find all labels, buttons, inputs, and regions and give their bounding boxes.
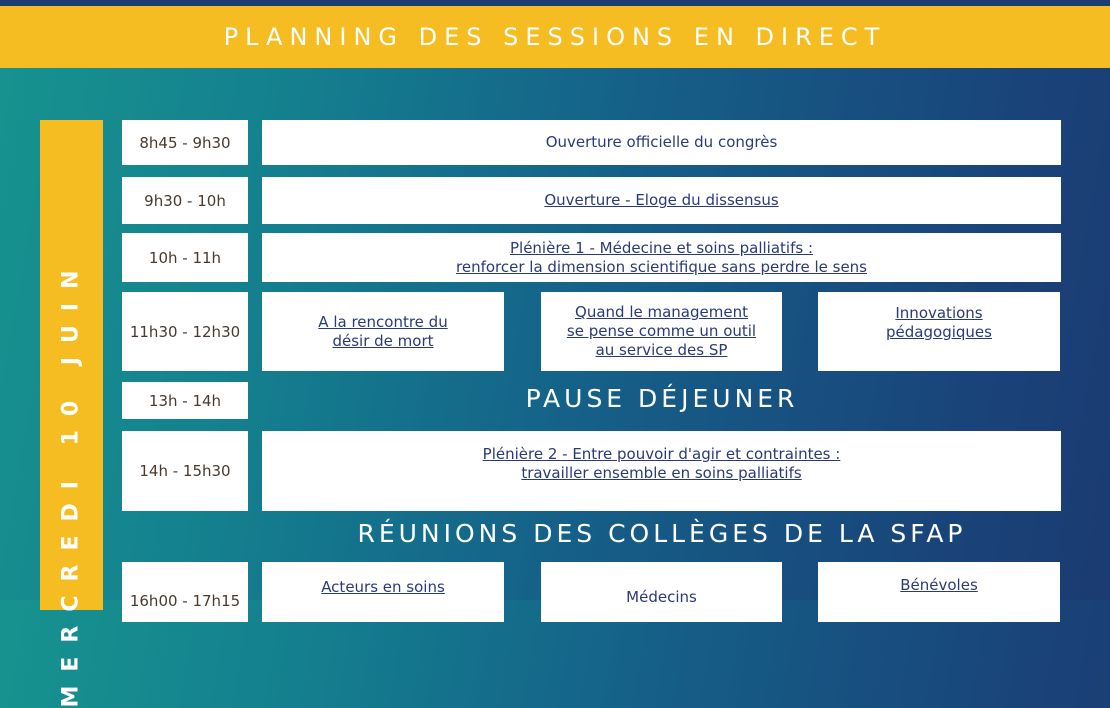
session-link[interactable]: Bénévoles [900, 576, 978, 594]
time-slot: 11h30 - 12h30 [122, 292, 248, 371]
session-link-line2[interactable]: travailler ensemble en soins palliatifs [521, 463, 802, 482]
time-slot: 9h30 - 10h [122, 177, 248, 224]
session-eloge-dissensus[interactable] [262, 177, 1061, 224]
day-bar [40, 120, 103, 708]
header-banner [0, 6, 1110, 68]
colleges-meetings-heading: RÉUNIONS DES COLLÈGES DE LA SFAP [357, 519, 967, 548]
session-link-line2[interactable]: pédagogiques [886, 322, 992, 341]
time-slot: 10h - 11h [122, 233, 248, 282]
page-title: PLANNING DES SESSIONS EN DIRECT [223, 23, 887, 51]
session-desir-de-mort[interactable] [262, 292, 504, 371]
session-pleniere-1[interactable] [262, 233, 1061, 282]
session-link-line1[interactable]: Innovations [895, 304, 983, 322]
session-link[interactable]: Acteurs en soins [321, 578, 445, 596]
session-link-line1[interactable]: Plénière 1 - Médecine et soins palliatifs : [509, 238, 813, 257]
session-link-line2[interactable]: renforcer la dimension scientifique sans perdre le sens [456, 257, 867, 276]
lunch-break-label: PAUSE DÉJEUNER [525, 384, 799, 413]
session-college-acteurs[interactable] [262, 562, 504, 622]
session-innovations[interactable] [818, 292, 1060, 371]
session-link-line1[interactable]: A la rencontre du [318, 312, 448, 331]
session-pleniere-2[interactable] [262, 431, 1061, 511]
session-link-line2[interactable]: se pense comme un outil [566, 322, 757, 341]
session-link-line3[interactable]: au service des SP [595, 340, 728, 359]
time-slot: 13h - 14h [122, 382, 248, 419]
time-slot: 16h00 - 17h15 [122, 562, 248, 622]
session-title: Ouverture officielle du congrès [545, 133, 778, 152]
session-link-line1[interactable]: Quand le management [575, 303, 748, 322]
session-title: Médecins [626, 588, 697, 606]
session-opening[interactable] [262, 120, 1061, 165]
day-label: MERCREDI 10 JUIN [58, 256, 84, 708]
session-link[interactable]: Ouverture - Eloge du dissensus [544, 191, 779, 210]
session-college-benevoles[interactable] [818, 562, 1060, 622]
session-link-line2[interactable]: désir de mort [332, 331, 434, 350]
time-slot: 14h - 15h30 [122, 431, 248, 511]
session-management[interactable] [541, 292, 782, 371]
time-slot: 8h45 - 9h30 [122, 120, 248, 165]
session-college-medecins[interactable] [541, 562, 782, 622]
session-link-line1[interactable]: Plénière 2 - Entre pouvoir d'agir et contraintes : [482, 445, 841, 463]
